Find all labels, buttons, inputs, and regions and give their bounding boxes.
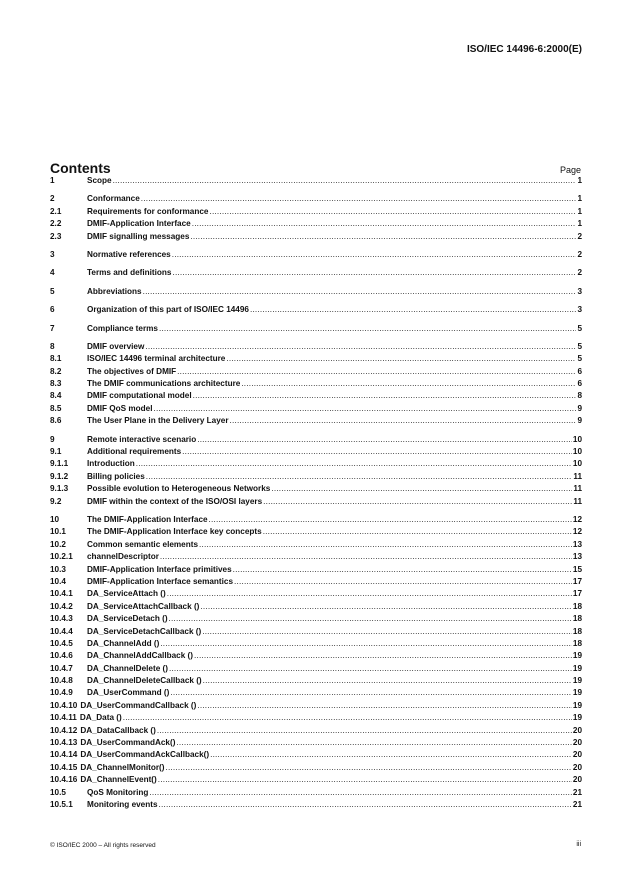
toc-entry[interactable] [50,601,582,613]
toc-entry-page: 5 [577,354,582,364]
toc-entry[interactable] [50,366,582,378]
toc-entry-page: 2 [577,231,582,241]
toc-entry-page: 19 [572,651,582,661]
toc-entry-number: 10.4.14 [50,750,78,760]
toc-entry-number: 10.4.1 [50,589,73,599]
toc-dot-leader [157,725,572,737]
toc-dot-leader [190,231,576,243]
toc-entry-number: 4 [50,268,55,278]
toc-entry[interactable] [50,390,582,402]
footer-page-number: iii [576,841,581,848]
toc-entry[interactable] [50,206,582,218]
toc-entry-page: 2 [577,249,582,259]
toc-entry-page: 19 [572,676,582,686]
toc-entry-page: 3 [577,305,582,315]
toc-dot-leader [182,446,572,458]
toc-entry[interactable] [50,249,582,261]
toc-dot-leader [271,483,572,495]
toc-entry-page: 9 [577,416,582,426]
toc-dot-leader [169,613,572,625]
toc-dot-leader [160,551,572,563]
toc-entry-title: DA_ServiceAttachCallback () [87,601,200,611]
toc-entry-number: 9.1.2 [50,471,69,481]
toc-entry-page: 18 [572,601,582,611]
toc-entry-page: 20 [572,762,582,772]
toc-entry-page: 21 [572,787,582,797]
toc-entry-title: DA_ChannelDelete () [87,663,168,673]
toc-entry[interactable] [50,323,582,335]
toc-entry[interactable] [50,434,582,446]
toc-entry-page: 6 [577,366,582,376]
toc-dot-leader [197,434,572,446]
toc-dot-leader [210,749,572,761]
toc-entry-number: 10.2 [50,539,66,549]
toc-entry[interactable] [50,471,582,483]
toc-entry[interactable] [50,687,582,699]
toc-entry-number: 10.4.10 [50,700,78,710]
toc-entry-number: 10.4.4 [50,626,73,636]
toc-entry-number: 10.4.6 [50,651,73,661]
toc-entry-page: 2 [577,268,582,278]
toc-entry-page: 19 [572,713,582,723]
toc-entry-page: 1 [577,219,582,229]
toc-entry-title: DMIF overview [87,341,145,351]
toc-dot-leader [241,378,576,390]
toc-entry-number: 8.2 [50,366,62,376]
toc-entry-title: DA_ChannelMonitor() [80,762,165,772]
toc-entry-title: DA_ChannelEvent() [80,775,157,785]
toc-dot-leader [233,564,572,576]
toc-dot-leader [143,286,577,298]
toc-entry-number: 8 [50,341,55,351]
toc-entry[interactable] [50,551,582,563]
toc-entry-title: DMIF computational model [87,391,192,401]
toc-entry[interactable] [50,458,582,470]
toc-entry-page: 18 [572,614,582,624]
toc-entry-title: The DMIF-Application Interface key concepts [87,527,262,537]
toc-entry-page: 10 [572,447,582,457]
toc-entry-page: 18 [572,626,582,636]
toc-entry-page: 13 [572,539,582,549]
toc-entry-title: Scope [87,176,112,185]
toc-entry-number: 10.4.8 [50,676,73,686]
toc-entry-title: The DMIF-Application Interface [87,514,208,524]
toc-dot-leader [234,576,572,588]
toc-entry-number: 8.4 [50,391,62,401]
toc-entry-number: 2.3 [50,231,62,241]
toc-entry-page: 21 [572,799,582,809]
toc-entry-title: DA_UserCommandAckCallback() [80,750,210,760]
toc-entry[interactable] [50,378,582,390]
toc-entry-number: 9 [50,434,55,444]
toc-entry-number: 10.4.11 [50,713,77,723]
toc-entry-title: DMIF-Application Interface [87,219,191,229]
toc-entry-number: 10.3 [50,564,66,574]
toc-entry-title: Common semantic elements [87,539,199,549]
toc-dot-leader [167,588,572,600]
toc-entry[interactable] [50,787,582,799]
toc-dot-leader [250,304,576,316]
toc-dot-leader [169,663,572,675]
toc-entry-title: Normative references [87,249,171,259]
toc-entry-number: 10.4.13 [50,738,78,748]
toc-entry-page: 9 [577,403,582,413]
toc-entry-page: 6 [577,379,582,389]
toc-entry[interactable] [50,799,582,811]
toc-entry-title: DMIF-Application Interface semantics [87,576,234,586]
toc-entry-title: Possible evolution to Heterogeneous Networks [87,484,271,494]
toc-dot-leader [230,415,577,427]
toc-dot-leader [176,737,571,749]
toc-entry-title: DA_DataCallback () [80,725,156,735]
toc-entry-page: 19 [572,688,582,698]
toc-entry-title: DMIF-Application Interface primitives [87,564,232,574]
toc-entry[interactable] [50,514,582,526]
toc-entry-number: 9.1.3 [50,484,69,494]
toc-entry-number: 10.4.16 [50,775,78,785]
toc-dot-leader [158,774,572,786]
toc-entry-number: 7 [50,323,55,333]
toc-entry[interactable] [50,564,582,576]
toc-entry-number: 10 [50,514,60,524]
toc-entry-title: Introduction [87,459,135,469]
toc-entry-number: 10.4.2 [50,601,73,611]
toc-dot-leader [263,496,572,508]
toc-entry-title: Remote interactive scenario [87,434,197,444]
toc-entry-number: 2.1 [50,206,62,216]
toc-entry-title: Compliance terms [87,323,158,333]
toc-entry-title: QoS Monitoring [87,787,149,797]
toc-entry-title: Organization of this part of ISO/IEC 14496 [87,305,249,315]
toc-dot-leader [263,526,572,538]
toc-dot-leader [226,353,576,365]
page-column-label: Page [559,165,581,175]
toc-entry[interactable] [50,403,582,415]
toc-dot-leader [141,193,577,205]
toc-entry[interactable] [50,304,582,316]
toc-entry-number: 2.2 [50,219,62,229]
toc-entry-number: 2 [50,194,55,204]
toc-dot-leader [197,700,572,712]
toc-dot-leader [203,675,572,687]
toc-entry-page: 20 [572,725,582,735]
toc-entry[interactable] [50,588,582,600]
toc-entry-number: 10.4.5 [50,638,73,648]
toc-dot-leader [172,267,576,279]
toc-entry-page: 20 [572,738,582,748]
toc-entry[interactable] [50,774,582,786]
toc-entry-title: DMIF QoS model [87,403,153,413]
toc-entry-title: channelDescriptor [87,552,159,562]
toc-entry-title: DA_UserCommandCallback () [80,700,197,710]
toc-entry[interactable] [50,675,582,687]
toc-entry-page: 13 [572,552,582,562]
toc-entry[interactable] [50,737,582,749]
toc-entry-number: 8.6 [50,416,62,426]
toc-dot-leader [209,514,572,526]
toc-entry-number: 9.2 [50,496,62,506]
toc-entry-title: DA_ServiceDetachCallback () [87,626,202,636]
toc-entry-number: 5 [50,286,55,296]
toc-entry[interactable] [50,415,582,427]
toc-entry[interactable] [50,193,582,205]
toc-entry[interactable] [50,663,582,675]
toc-entry-title: Billing policies [87,471,145,481]
toc-dot-leader [194,650,572,662]
toc-entry-page: 1 [577,194,582,204]
toc-dot-leader [160,638,572,650]
table-of-contents [50,175,582,811]
toc-entry-page: 20 [572,750,582,760]
toc-dot-leader [154,403,577,415]
toc-dot-leader [199,539,572,551]
toc-entry-title: Conformance [87,194,140,204]
toc-entry[interactable] [50,700,582,712]
toc-entry-title: DA_UserCommandAck() [80,738,176,748]
contents-heading: Contents [50,160,111,176]
toc-entry-title: DA_ChannelAddCallback () [87,651,193,661]
toc-entry-title: DA_ChannelAdd () [87,638,160,648]
toc-entry[interactable] [50,749,582,761]
toc-dot-leader [113,175,577,187]
toc-entry[interactable] [50,483,582,495]
toc-entry-page: 11 [573,484,582,494]
toc-entry[interactable] [50,576,582,588]
toc-entry-number: 1 [50,176,55,185]
toc-dot-leader [193,390,577,402]
toc-entry-number: 10.1 [50,527,66,537]
toc-entry-page: 5 [577,341,582,351]
toc-entry-title: DMIF within the context of the ISO/OSI layers [87,496,263,506]
toc-dot-leader [209,206,576,218]
toc-entry-title: Requirements for conformance [87,206,209,216]
toc-entry-number: 8.5 [50,403,62,413]
toc-entry-page: 19 [572,663,582,673]
toc-entry-page: 1 [577,206,582,216]
toc-entry[interactable] [50,712,582,724]
toc-entry[interactable] [50,218,582,230]
toc-entry-page: 15 [572,564,582,574]
toc-entry-title: DA_ChannelDeleteCallback () [87,676,202,686]
toc-entry-number: 9.1 [50,447,62,457]
toc-entry[interactable] [50,267,582,279]
toc-entry-page: 17 [572,589,582,599]
toc-dot-leader [170,687,572,699]
toc-entry-number: 8.3 [50,379,62,389]
toc-entry-page: 20 [572,775,582,785]
toc-entry[interactable] [50,650,582,662]
toc-entry-number: 10.4.7 [50,663,73,673]
toc-entry-title: DA_Data () [79,713,122,723]
toc-entry-number: 6 [50,305,55,315]
toc-entry-page: 3 [577,286,582,296]
toc-entry-page: 11 [573,471,582,481]
toc-dot-leader [149,787,571,799]
toc-entry-title: Abbreviations [87,286,142,296]
toc-dot-leader [192,218,577,230]
toc-entry[interactable] [50,638,582,650]
toc-dot-leader [177,366,576,378]
toc-entry-number: 10.4.12 [50,725,78,735]
toc-entry[interactable] [50,446,582,458]
toc-dot-leader [159,799,572,811]
toc-entry-title: DMIF signalling messages [87,231,190,241]
toc-dot-leader [123,712,572,724]
toc-entry-title: Additional requirements [87,447,182,457]
toc-entry-page: 19 [572,700,582,710]
toc-entry-title: The User Plane in the Delivery Layer [87,416,229,426]
toc-entry-page: 18 [572,638,582,648]
toc-entry-number: 10.4 [50,576,66,586]
toc-entry-page: 10 [572,459,582,469]
toc-entry[interactable] [50,762,582,774]
toc-entry-page: 1 [577,176,582,185]
toc-entry[interactable] [50,626,582,638]
toc-entry[interactable] [50,613,582,625]
toc-entry[interactable] [50,231,582,243]
toc-entry-page: 5 [577,323,582,333]
toc-entry-page: 10 [572,434,582,444]
toc-entry-title: Monitoring events [87,799,158,809]
toc-entry-number: 10.4.15 [50,762,78,772]
toc-entry-page: 12 [572,527,582,537]
toc-entry[interactable] [50,341,582,353]
toc-entry-title: ISO/IEC 14496 terminal architecture [87,354,226,364]
toc-entry-number: 8.1 [50,354,62,364]
toc-entry[interactable] [50,175,582,187]
toc-entry-number: 10.4.9 [50,688,73,698]
toc-entry-number: 10.5 [50,787,66,797]
toc-entry-title: The objectives of DMIF [87,366,177,376]
toc-dot-leader [145,341,576,353]
toc-dot-leader [146,471,573,483]
toc-entry-title: Terms and definitions [87,268,172,278]
toc-entry-page: 17 [572,576,582,586]
toc-entry-number: 10.5.1 [50,799,73,809]
toc-entry-number: 10.4.3 [50,614,73,624]
toc-entry[interactable] [50,353,582,365]
toc-dot-leader [172,249,577,261]
toc-entry-number: 3 [50,249,55,259]
toc-entry-number: 10.2.1 [50,552,73,562]
toc-entry-title: DA_UserCommand () [87,688,170,698]
toc-entry[interactable] [50,725,582,737]
toc-dot-leader [136,458,572,470]
toc-entry-page: 12 [572,514,582,524]
toc-entry-page: 11 [573,496,582,506]
toc-dot-leader [202,626,572,638]
toc-entry[interactable] [50,286,582,298]
toc-dot-leader [159,323,576,335]
footer-copyright: © ISO/IEC 2000 – All rights reserved [50,842,156,849]
toc-entry-number: 9.1.1 [50,459,69,469]
toc-entry-title: The DMIF communications architecture [87,379,241,389]
document-id: ISO/IEC 14496-6:2000(E) [466,44,582,55]
toc-entry-page: 8 [577,391,582,401]
toc-entry[interactable] [50,539,582,551]
toc-dot-leader [165,762,571,774]
toc-dot-leader [200,601,571,613]
toc-entry[interactable] [50,496,582,508]
toc-entry-title: DA_ServiceDetach () [87,614,168,624]
toc-entry[interactable] [50,526,582,538]
toc-entry-title: DA_ServiceAttach () [87,589,166,599]
